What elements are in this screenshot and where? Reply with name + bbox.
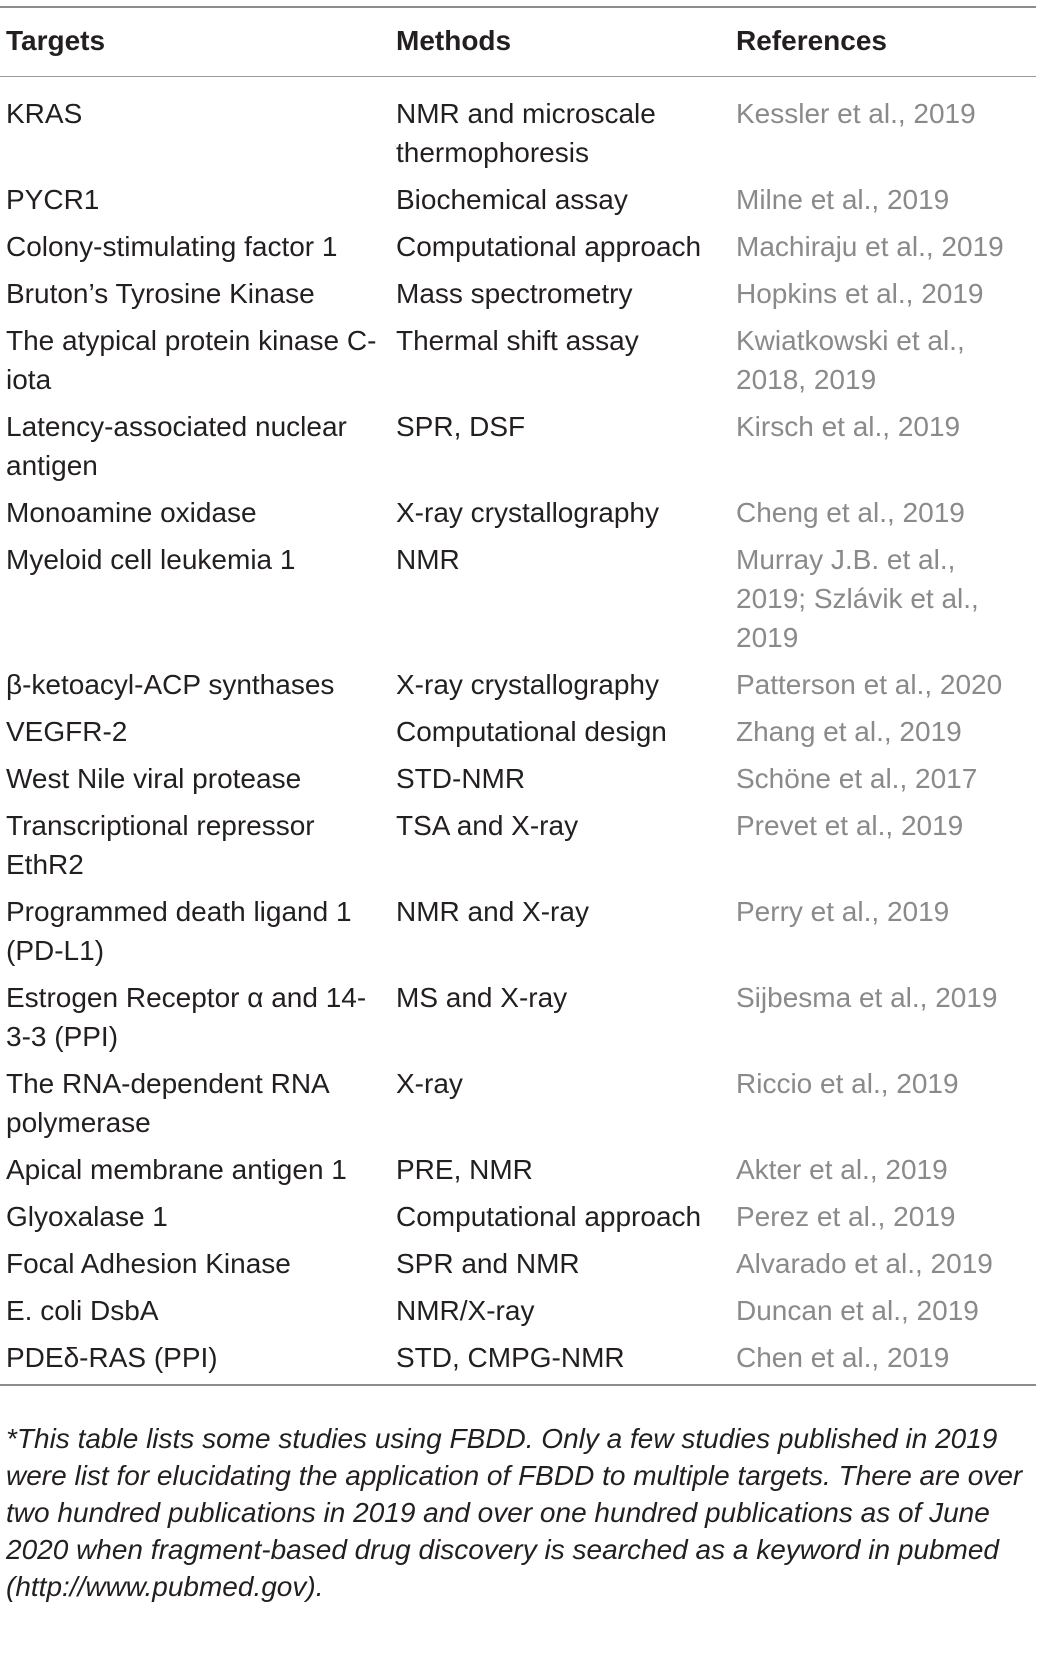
cell-target: The atypical protein kinase C-iota bbox=[6, 325, 377, 395]
table-row bbox=[0, 799, 1041, 885]
header-targets: Targets bbox=[6, 25, 106, 56]
table-row bbox=[0, 533, 1041, 658]
cell-method: X-ray bbox=[396, 1068, 463, 1099]
cell-target: Myeloid cell leukemia 1 bbox=[6, 544, 296, 575]
bottom-rule bbox=[0, 1384, 1036, 1386]
cell-target: West Nile viral protease bbox=[6, 763, 302, 794]
cell-reference-link[interactable]: Perez et al., 2019 bbox=[736, 1201, 956, 1232]
cell-target: β-ketoacyl-ACP synthases bbox=[6, 669, 335, 700]
cell-reference-link[interactable]: Riccio et al., 2019 bbox=[736, 1068, 959, 1099]
cell-target: Glyoxalase 1 bbox=[6, 1201, 168, 1232]
cell-target: Colony-stimulating factor 1 bbox=[6, 231, 338, 262]
cell-method: Computational approach bbox=[396, 231, 702, 262]
cell-reference-link[interactable]: Kirsch et al., 2019 bbox=[736, 411, 961, 442]
table-footnote: *This table lists some studies using FBDD. Only a few studies published in 2019 were list for elucidating the application of FBDD to multiple targets. There are over two hundred publications in 2019 and over one hundred publications as of June 2020 when fragment-based drug discovery is searched as a keyword in pubmed (http://www.pubmed.gov). bbox=[6, 1423, 1023, 1602]
cell-method: STD, CMPG-NMR bbox=[396, 1342, 625, 1373]
table-row bbox=[0, 267, 1041, 314]
cell-reference-link[interactable]: Sijbesma et al., 2019 bbox=[736, 982, 998, 1013]
table-row bbox=[0, 1190, 1041, 1237]
cell-method: PRE, NMR bbox=[396, 1154, 533, 1185]
cell-target: Estrogen Receptor α and 14-3-3 (PPI) bbox=[6, 982, 367, 1052]
cell-target: Focal Adhesion Kinase bbox=[6, 1248, 291, 1279]
table-row bbox=[0, 752, 1041, 799]
cell-method: NMR/X-ray bbox=[396, 1295, 535, 1326]
table-row bbox=[0, 314, 1041, 400]
cell-reference-link[interactable]: Duncan et al., 2019 bbox=[736, 1295, 979, 1326]
cell-method: Biochemical assay bbox=[396, 184, 628, 215]
cell-target: PDEδ-RAS (PPI) bbox=[6, 1342, 218, 1373]
table-row bbox=[0, 1143, 1041, 1190]
cell-target: Latency-associated nuclear antigen bbox=[6, 411, 347, 481]
cell-reference-link[interactable]: Perry et al., 2019 bbox=[736, 896, 950, 927]
cell-target: VEGFR-2 bbox=[6, 716, 128, 747]
cell-method: Computational approach bbox=[396, 1201, 702, 1232]
cell-reference-link[interactable]: Alvarado et al., 2019 bbox=[736, 1248, 993, 1279]
cell-method: NMR and X-ray bbox=[396, 896, 589, 927]
header-references: References bbox=[736, 25, 887, 56]
cell-method: Mass spectrometry bbox=[396, 278, 633, 309]
cell-method: Computational design bbox=[396, 716, 667, 747]
cell-target: Bruton’s Tyrosine Kinase bbox=[6, 278, 315, 309]
cell-method: X-ray crystallography bbox=[396, 669, 659, 700]
table-row bbox=[0, 1331, 1041, 1378]
cell-reference-link[interactable]: Kessler et al., 2019 bbox=[736, 98, 976, 129]
cell-method: X-ray crystallography bbox=[396, 497, 659, 528]
table-row bbox=[0, 220, 1041, 267]
cell-method: MS and X-ray bbox=[396, 982, 568, 1013]
cell-target: Apical membrane antigen 1 bbox=[6, 1154, 347, 1185]
cell-reference-link[interactable]: Chen et al., 2019 bbox=[736, 1342, 950, 1373]
table-row bbox=[0, 1237, 1041, 1284]
cell-method: STD-NMR bbox=[396, 763, 526, 794]
cell-reference-link[interactable]: Patterson et al., 2020 bbox=[736, 669, 1003, 700]
cell-reference-link[interactable]: Kwiatkowski et al., 2018, 2019 bbox=[736, 325, 965, 395]
table-header-row bbox=[0, 0, 1041, 82]
cell-method: SPR and NMR bbox=[396, 1248, 580, 1279]
cell-method: NMR bbox=[396, 544, 460, 575]
table-row bbox=[0, 82, 1041, 173]
cell-target: Transcriptional repressor EthR2 bbox=[6, 810, 315, 880]
cell-target: The RNA-dependent RNA polymerase bbox=[6, 1068, 329, 1138]
table-row bbox=[0, 1284, 1041, 1331]
cell-target: E. coli DsbA bbox=[6, 1295, 159, 1326]
cell-reference-link[interactable]: Milne et al., 2019 bbox=[736, 184, 950, 215]
cell-target: Monoamine oxidase bbox=[6, 497, 257, 528]
cell-reference-link[interactable]: Murray J.B. et al., 2019; Szlávik et al., 2019 bbox=[736, 544, 979, 653]
cell-reference-link[interactable]: Schöne et al., 2017 bbox=[736, 763, 978, 794]
cell-target: Programmed death ligand 1 (PD-L1) bbox=[6, 896, 352, 966]
header-methods: Methods bbox=[396, 25, 512, 56]
cell-reference-link[interactable]: Machiraju et al., 2019 bbox=[736, 231, 1004, 262]
cell-target: KRAS bbox=[6, 98, 83, 129]
table-row bbox=[0, 971, 1041, 1057]
cell-reference-link[interactable]: Prevet et al., 2019 bbox=[736, 810, 964, 841]
table-row bbox=[0, 885, 1041, 971]
cell-reference-link[interactable]: Zhang et al., 2019 bbox=[736, 716, 962, 747]
cell-method: Thermal shift assay bbox=[396, 325, 639, 356]
table-row bbox=[0, 173, 1041, 220]
cell-method: TSA and X-ray bbox=[396, 810, 579, 841]
table-row bbox=[0, 1057, 1041, 1143]
cell-target: PYCR1 bbox=[6, 184, 100, 215]
table-row bbox=[0, 658, 1041, 705]
table-row bbox=[0, 486, 1041, 533]
table-row bbox=[0, 705, 1041, 752]
cell-method: SPR, DSF bbox=[396, 411, 526, 442]
table-row bbox=[0, 400, 1041, 486]
cell-reference-link[interactable]: Akter et al., 2019 bbox=[736, 1154, 948, 1185]
cell-method: NMR and microscale thermophoresis bbox=[396, 98, 656, 168]
cell-reference-link[interactable]: Cheng et al., 2019 bbox=[736, 497, 965, 528]
cell-reference-link[interactable]: Hopkins et al., 2019 bbox=[736, 278, 984, 309]
